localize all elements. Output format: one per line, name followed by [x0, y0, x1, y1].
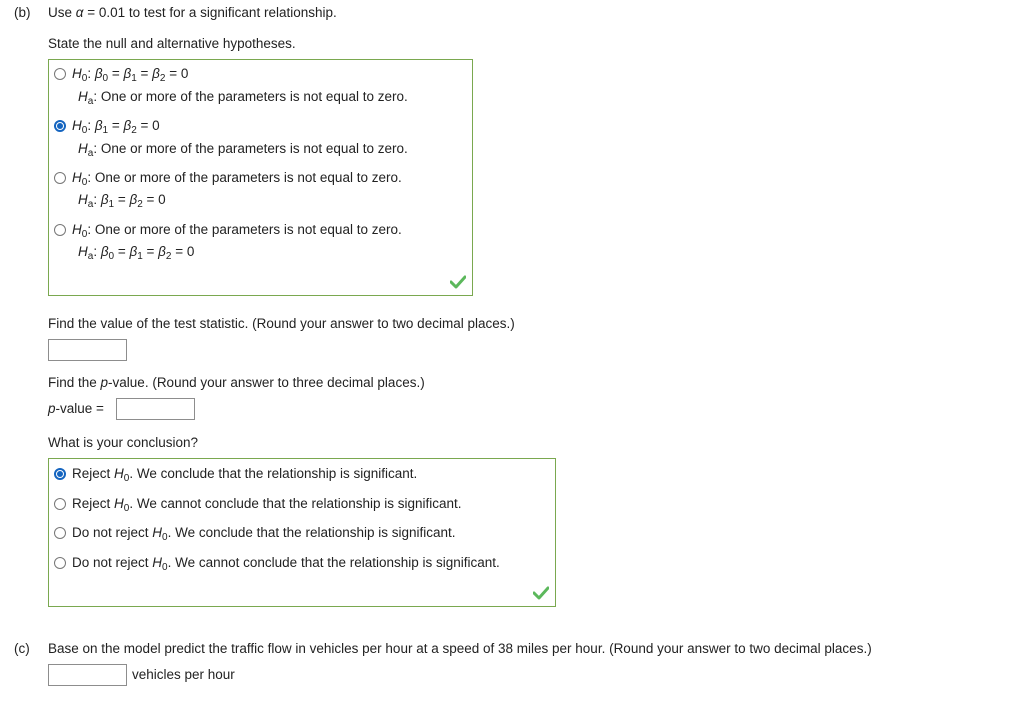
conclusion-option-1-label: Reject $H_0$. We conclude that the relationship is significant.: [72, 466, 418, 484]
hypothesis-option-3-ha: $H_a$: $\beta_1 = \beta_2 = 0$: [78, 192, 166, 210]
hypotheses-question: State the null and alternative hypotheses.: [48, 36, 296, 51]
hypothesis-option-3-h0: $H_0$: One or more of the parameters is not equal to zero.: [72, 170, 402, 188]
hypothesis-option-4-ha: $H_a$: $\beta_0 = \beta_1 = \beta_2 = 0$: [78, 244, 195, 262]
correct-check-icon: [450, 275, 466, 289]
hypothesis-option-1-ha: $H_a$: One or more of the parameters is not equal to zero.: [78, 89, 408, 107]
part-c-label: (c): [14, 641, 30, 656]
part-b-label: (b): [14, 5, 31, 20]
vehicles-per-hour-unit: vehicles per hour: [132, 667, 235, 682]
hypothesis-option-2-ha: $H_a$: One or more of the parameters is not equal to zero.: [78, 141, 408, 159]
hypothesis-option-2-radio[interactable]: [54, 120, 66, 132]
test-statistic-question: Find the value of the test statistic. (Round your answer to two decimal places.): [48, 316, 515, 331]
conclusion-option-1-radio[interactable]: [54, 468, 66, 480]
hypothesis-option-1-h0: $H_0$: $\beta_0 = \beta_1 = \beta_2 = 0$: [72, 66, 189, 84]
correct-check-icon: [533, 586, 549, 600]
conclusion-option-3-label: Do not reject $H_0$. We conclude that the relationship is significant.: [72, 525, 456, 543]
pvalue-input[interactable]: [116, 398, 195, 420]
pvalue-question: Find the p-value. (Round your answer to three decimal places.): [48, 375, 425, 390]
conclusion-option-2-radio[interactable]: [54, 498, 66, 510]
conclusion-question: What is your conclusion?: [48, 435, 199, 450]
part-b-prompt: Use α = 0.01 to test for a significant relationship.: [48, 5, 337, 20]
conclusion-option-2-label: Reject $H_0$. We cannot conclude that the relationship is significant.: [72, 496, 462, 514]
conclusion-option-3-radio[interactable]: [54, 527, 66, 539]
conclusion-option-4-radio[interactable]: [54, 557, 66, 569]
traffic-flow-input[interactable]: [48, 664, 127, 686]
hypothesis-option-4-radio[interactable]: [54, 224, 66, 236]
hypothesis-option-4-h0: $H_0$: One or more of the parameters is not equal to zero.: [72, 222, 402, 240]
part-c-prompt: Base on the model predict the traffic flow in vehicles per hour at a speed of 38 miles per hour. (Round your answer to two decimal places.): [48, 641, 872, 656]
pvalue-label: p-value =: [48, 401, 104, 416]
hypothesis-option-1-radio[interactable]: [54, 68, 66, 80]
hypothesis-option-2-h0: $H_0$: $\beta_1 = \beta_2 = 0$: [72, 118, 160, 136]
test-statistic-input[interactable]: [48, 339, 127, 361]
conclusion-option-4-label: Do not reject $H_0$. We cannot conclude that the relationship is significant.: [72, 555, 500, 573]
hypothesis-option-3-radio[interactable]: [54, 172, 66, 184]
